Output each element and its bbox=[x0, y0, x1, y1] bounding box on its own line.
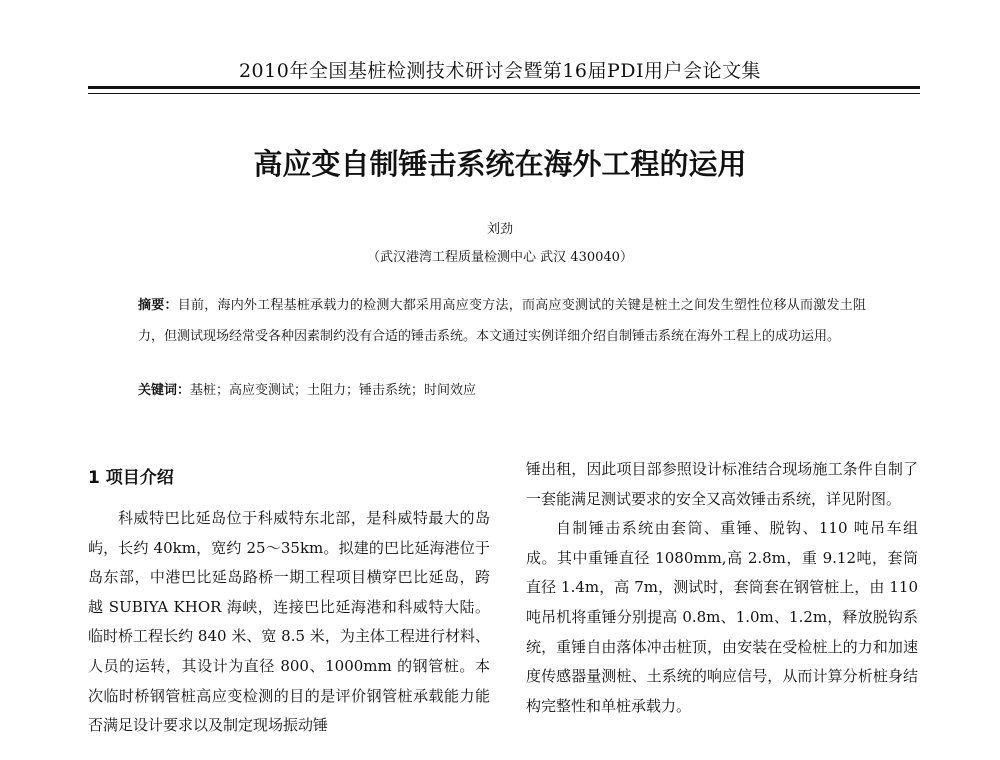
section-heading: 1 项目介绍 bbox=[88, 468, 174, 488]
body-paragraph-continued: 锤出租，因此项目部参照设计标准结合现场施工条件自制了一套能满足测试要求的安全又高效锤击系统，详见附图。 bbox=[526, 460, 918, 508]
abstract-label: 摘要： bbox=[138, 298, 178, 313]
body-paragraph: 自制锤击系统由套筒、重锤、脱钩、110 吨吊车组成。其中重锤直径 1080mm,高 2.8m，重 9.12吨，套筒直径 1.4m，高 7m，测试时，套筒套在钢管桩上，由 110 吨吊机将重锤分别提高 0.8m、1.0m、1.2m，释放脱钩系统，重锤自由落体冲击桩顶，由安装在受检桩上的力和加速度传感器量测桩、土系统的响应信号，从而计算分析桩身结构完整性和单桩承载力。 bbox=[526, 519, 918, 715]
header-rule-thin bbox=[88, 93, 920, 94]
keywords-text: 基桩；高应变测试；土阻力；锤击系统；时间效应 bbox=[190, 383, 477, 398]
running-head: 2010年全国基桩检测技术研讨会暨第16届PDI用户会论文集 bbox=[238, 60, 762, 82]
author-name: 刘劲 bbox=[486, 222, 513, 237]
abstract-text: 目前，海内外工程基桩承载力的检测大都采用高应变方法，而高应变测试的关键是桩土之间发生塑性位移从而激发土阻力，但测试现场经常受各种因素制约没有合适的锤击系统。本文通过实例详细介绍自制锤击系统在海外工程上的成功运用。 bbox=[138, 298, 866, 344]
paper-title: 高应变自制锤击系统在海外工程的运用 bbox=[253, 147, 747, 181]
keywords bbox=[138, 380, 866, 402]
header-rule-thick bbox=[88, 86, 920, 89]
author-affiliation: （武汉港湾工程质量检测中心 武汉 430040） bbox=[367, 250, 633, 265]
keywords-label: 关键词： bbox=[138, 383, 191, 398]
left-column bbox=[88, 504, 490, 741]
right-column bbox=[526, 455, 918, 721]
abstract bbox=[138, 290, 866, 352]
body-paragraph: 科威特巴比延岛位于科威特东北部，是科威特最大的岛屿，长约 40km，宽约 25～35km。拟建的巴比延海港位于岛东部，中港巴比延岛路桥一期工程项目横穿巴比延岛，跨越 SUBIYA KHOR 海峡，连接巴比延海港和科威特大陆。临时桥工程长约 840 米、宽 8.5 米，为主体工程进行材料、人员的运转，其设计为直径 800、1000mm 的钢管桩。本次临时桥钢管桩高应变检测的目的是评价钢管桩承载能力能否满足设计要求以及制定现场振动锤 bbox=[88, 509, 490, 735]
